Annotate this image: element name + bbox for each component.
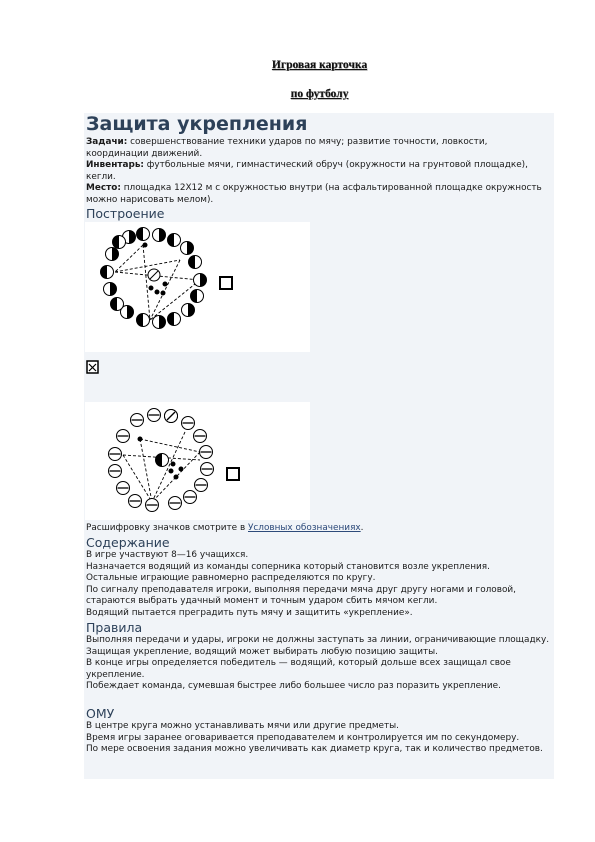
omu-line: В центре круга можно устанавливать мячи или другие предметы. [86,721,399,731]
player-icon [148,409,161,422]
legend-paragraph [86,523,552,535]
rules-heading: Правила [86,620,143,635]
player-icon [113,236,126,249]
player-icon [168,234,181,247]
rules-line: Побеждает команда, сумевшая быстрее либо большее число раз поразить укрепление. [86,681,501,692]
broken-image-icon [86,360,100,374]
place-paragraph [86,183,552,206]
place-text: площадка 12Х12 м с окружностью внутри (на асфальтированной площадке окружность можно нарисовать мелом). [86,183,542,205]
omu-line: По мере освоения задания можно увеличивать как диаметр круга, так и количество предметов. [86,744,543,755]
rules-line: Защищая укрепление, водящий может выбирать любую позицию защиты. [86,646,438,657]
player-icon [181,242,194,255]
place-label: Место: [86,183,121,193]
formation-heading: Построение [86,206,165,221]
content-paragraph [86,550,552,620]
omu-line: Время игры заранее оговаривается преподавателем и контролируется им по секундомеру. [86,732,520,743]
player-icon [201,463,214,476]
content-line: В игре участвуют 8—16 учащихся. [86,550,249,560]
player-icon [153,229,166,242]
player-icon [184,491,197,504]
player-icon [106,248,119,261]
legend-link[interactable]: Условных обозначениях [248,523,361,533]
player-icon [182,304,195,317]
doc-title-line2: по футболу [290,88,349,100]
legend-prefix: Расшифровку значков смотрите в [86,523,248,533]
player-icon [194,274,207,287]
player-icon [191,290,204,303]
player-icon [109,448,122,461]
tasks-label: Задачи: [86,137,128,147]
player-icon [137,228,150,241]
rules-line: В конце игры определяется победитель — водящий, который дольше всех защищал свое укрепление. [86,658,511,680]
player-icon [194,430,207,443]
rules-line: Выполняя передачи и удары, игроки не должны заступать за линии, ограничивающие площадку. [86,635,550,645]
equipment-label: Инвентарь: [86,160,144,170]
omu-heading: ОМУ [86,706,115,721]
formation-diagram-2 [85,402,310,520]
formation-diagram-1-svg [85,222,310,352]
player-icon [146,499,159,512]
player-icon [111,298,124,311]
content-heading: Содержание [86,535,170,550]
player-icon [137,314,150,327]
content-line: По сигналу преподавателя игроки, выполняя передачи мяча друг другу ногами и головой, стараются выбрать удачный момент и точным ударом сбить мячом кегли. [86,584,516,607]
content-line: Водящий пытается преградить путь мячу и защитить «укрепление». [86,607,413,618]
player-icon [131,414,144,427]
formation-diagram-1 [85,222,310,352]
player-icon [182,417,195,430]
card-title: Защита укрепления [86,113,308,135]
formation-diagram-2-svg [85,402,310,520]
player-icon [153,316,166,329]
content-line: Назначается водящий из команды соперника который становится возле укрепления. [86,561,490,572]
player-icon [109,465,122,478]
equipment-paragraph [86,160,552,183]
omu-paragraph [86,721,552,756]
player-icon [168,313,181,326]
player-icon [189,256,202,269]
tasks-paragraph [86,137,552,160]
player-icon [117,482,130,495]
player-icon [169,497,182,510]
player-icon [117,430,130,443]
player-icon [104,283,117,296]
equipment-text: футбольные мячи, гимнастический обруч (окружности на грунтовой площадке), кегли. [86,160,528,182]
player-icon [200,446,213,459]
tasks-text: совершенствование техники ударов по мячу; развитие точности, ловкости, координации движений. [86,137,488,159]
legend-suffix: . [360,523,364,533]
rules-paragraph [86,635,552,693]
player-icon [195,479,208,492]
content-line: Остальные играющие равномерно распределяются по кругу. [86,573,376,584]
doc-title-line1: Игровая карточка [271,59,368,71]
player-icon [129,495,142,508]
player-icon [101,266,114,279]
